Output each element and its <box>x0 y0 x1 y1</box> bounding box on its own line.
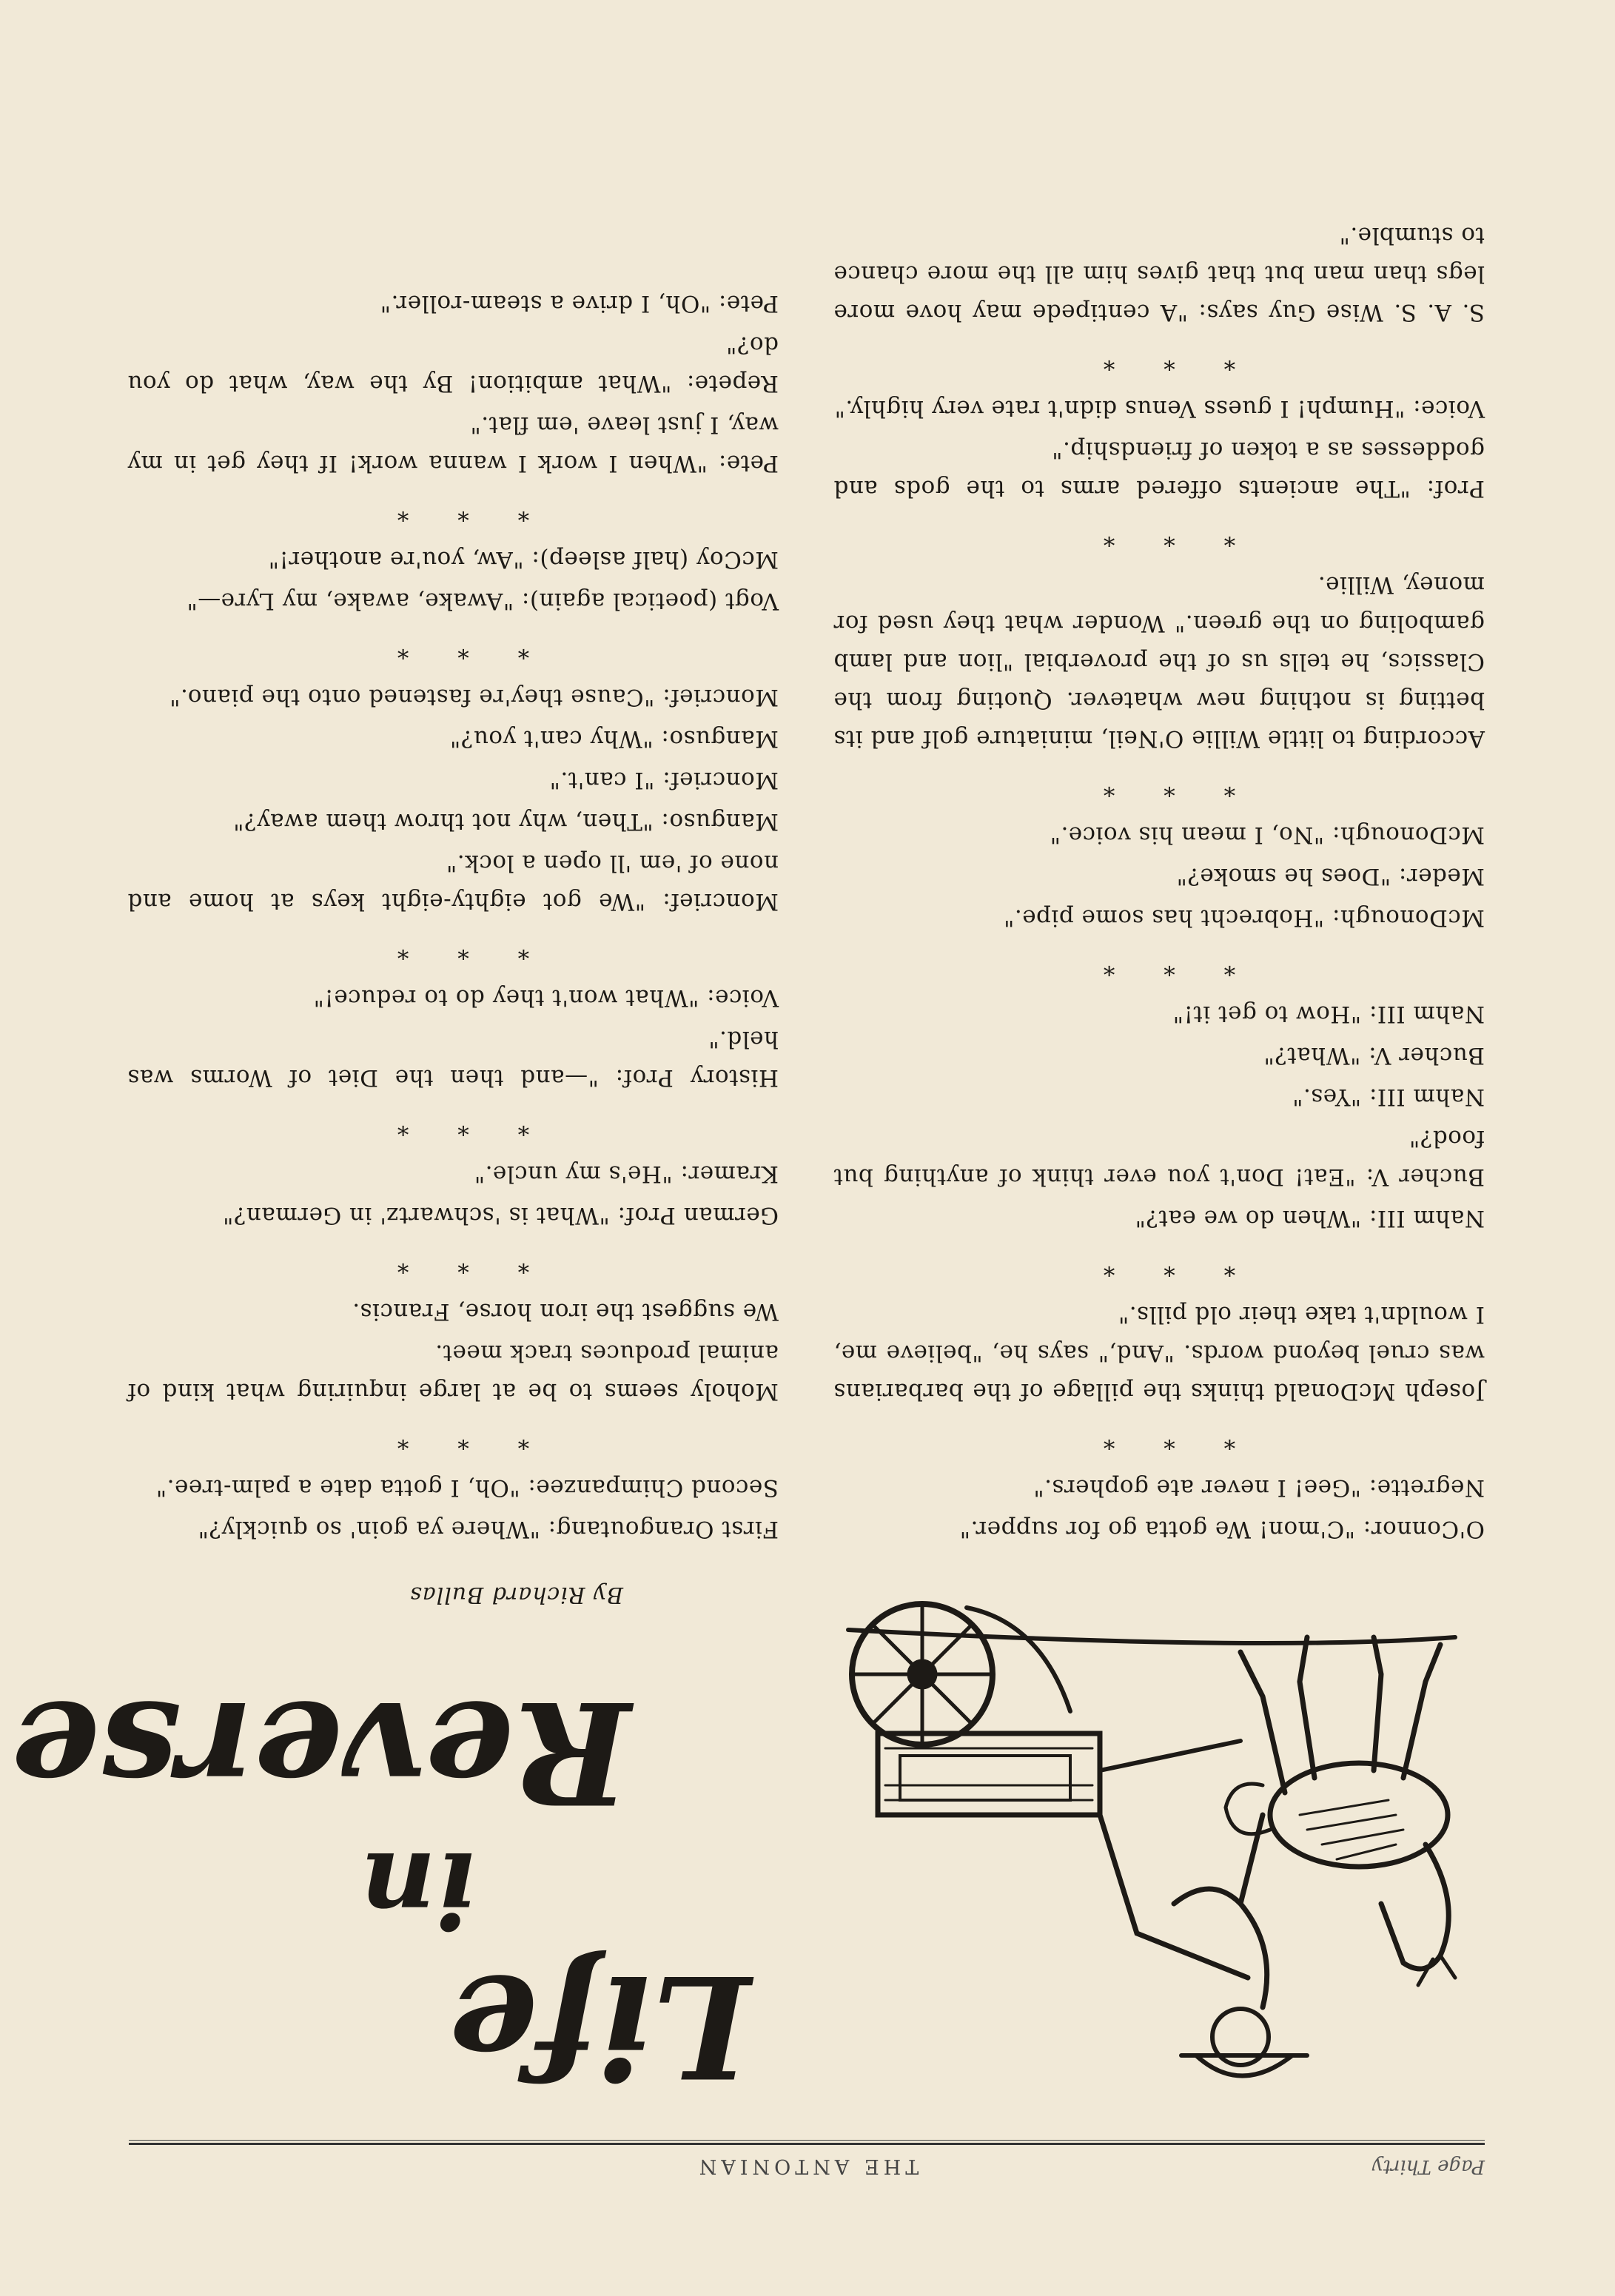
joke-paragraph: First Orangoutang: "Where ya goin' so quickly?" <box>198 1516 779 1543</box>
joke-paragraph: German Prof: "What is 'schwartz' in German?" <box>222 1202 779 1229</box>
joke-paragraph: Manguso: "Why can't you?" <box>449 725 779 752</box>
joke-paragraph: History Prof: "—and then the Diet of Worms was held." <box>127 1026 779 1091</box>
page-number: Page Thirty <box>1371 2155 1485 2178</box>
article-column-left <box>833 213 1485 1548</box>
horse-drawn-cart-illustration <box>833 1593 1485 2126</box>
separator: * * * <box>376 1113 530 1140</box>
joke-paragraph: Bucher V: "Eat! Don't you ever think of anything but food?" <box>833 1125 1485 1190</box>
joke-paragraph: McDonough: "No, I mean his voice." <box>1050 822 1485 848</box>
joke-paragraph: We suggest the iron horse, Francis. <box>352 1298 779 1325</box>
separator: * * * <box>1082 348 1236 375</box>
joke-paragraph: Pete: "When I work I wanna work! If they get in my way, I just leave 'em flat." <box>127 412 779 477</box>
joke-paragraph: According to little Willie O'Neil, miniature golf and its betting is nothing new whatever. Quoting from the Classics, he tells us of the proverbial "lion and lamb gamboling on the green." Wonder what they used for money, Willie. <box>833 571 1485 752</box>
page-header <box>129 2143 1485 2181</box>
separator: * * * <box>1082 1427 1236 1454</box>
joke-paragraph: Manguso: "Then, why not throw them away?" <box>232 808 779 835</box>
joke-paragraph: McDonough: "Hobrecht has some pipe." <box>1003 904 1485 931</box>
journal-title: THE ANTONIAN <box>694 2155 919 2178</box>
joke-paragraph: Repete: "What ambition! By the way, what do you do?" <box>127 332 779 397</box>
joke-paragraph: Voice: "What won't they do to reduce!" <box>313 984 779 1011</box>
title-reverse: Reverse <box>10 1670 631 1835</box>
joke-paragraph: Voice: "Humph! I guess Venus didn't rate very highly." <box>834 395 1485 422</box>
joke-paragraph: S. A. S. Wise Guy says: "A centipede may hove more legs than man but that gives him all the more chance to stumble." <box>833 222 1485 326</box>
joke-paragraph: Moncrief: "We got eighty-eight keys at home and none of 'em 'll open a lock." <box>127 850 779 915</box>
title-life: Life <box>448 1944 751 2109</box>
joke-paragraph: Nahm III: "How to get it!" <box>1172 1001 1485 1027</box>
joke-paragraph: Pete: "Oh, I drive a steam-roller." <box>380 290 779 317</box>
joke-paragraph: Moholy seems to be at large inquiring what kind of animal produces track meet. <box>127 1340 779 1405</box>
joke-paragraph: Nahm III: "When do we eat?" <box>1135 1205 1485 1232</box>
joke-paragraph: Moncrief: "Cause they're fastened onto the piano." <box>169 684 779 711</box>
title-in: in <box>360 1828 475 1950</box>
joke-paragraph: Kramer: "He's my uncle." <box>474 1161 779 1187</box>
joke-paragraph: O'Connor: "C'mon! We gotta go for supper." <box>959 1516 1485 1543</box>
separator: * * * <box>376 637 530 663</box>
separator: * * * <box>376 937 530 964</box>
joke-paragraph: Joseph McDonald thinks the pillage of the barbarians was cruel beyond words. "And," says he, "believe me, I wouldn't take their old pills." <box>833 1301 1485 1405</box>
separator: * * * <box>1082 953 1236 980</box>
joke-paragraph: McCoy (half asleep): "Aw, you're another!" <box>268 546 779 573</box>
joke-paragraph: Bucher V: "What?" <box>1263 1042 1485 1069</box>
joke-paragraph: Vogt (poetical again): "Awake, awake, my Lyre—" <box>186 588 779 614</box>
separator: * * * <box>1082 774 1236 801</box>
joke-paragraph: Meder: "Does he smoke?" <box>1176 863 1485 890</box>
separator: * * * <box>376 499 530 526</box>
separator: * * * <box>1082 524 1236 551</box>
article-column-right <box>127 281 779 1548</box>
joke-paragraph: Negrette: "Gee! I never ate gophers." <box>1033 1474 1485 1501</box>
separator: * * * <box>1082 1254 1236 1280</box>
joke-paragraph: Moncrief: "I can't." <box>549 767 779 793</box>
joke-paragraph: Prof: "The ancients offered arms to the gods and goddesses as a token of friendship." <box>833 437 1485 502</box>
joke-paragraph: Nahm III: "Yes." <box>1292 1084 1485 1110</box>
separator: * * * <box>376 1251 530 1278</box>
separator: * * * <box>376 1427 530 1454</box>
header-rule <box>129 2140 1485 2141</box>
joke-paragraph: Second Chimpanzee: "Oh, I gotta date a palm-tree." <box>155 1474 779 1501</box>
byline: By Richard Bullas <box>409 1582 623 1608</box>
